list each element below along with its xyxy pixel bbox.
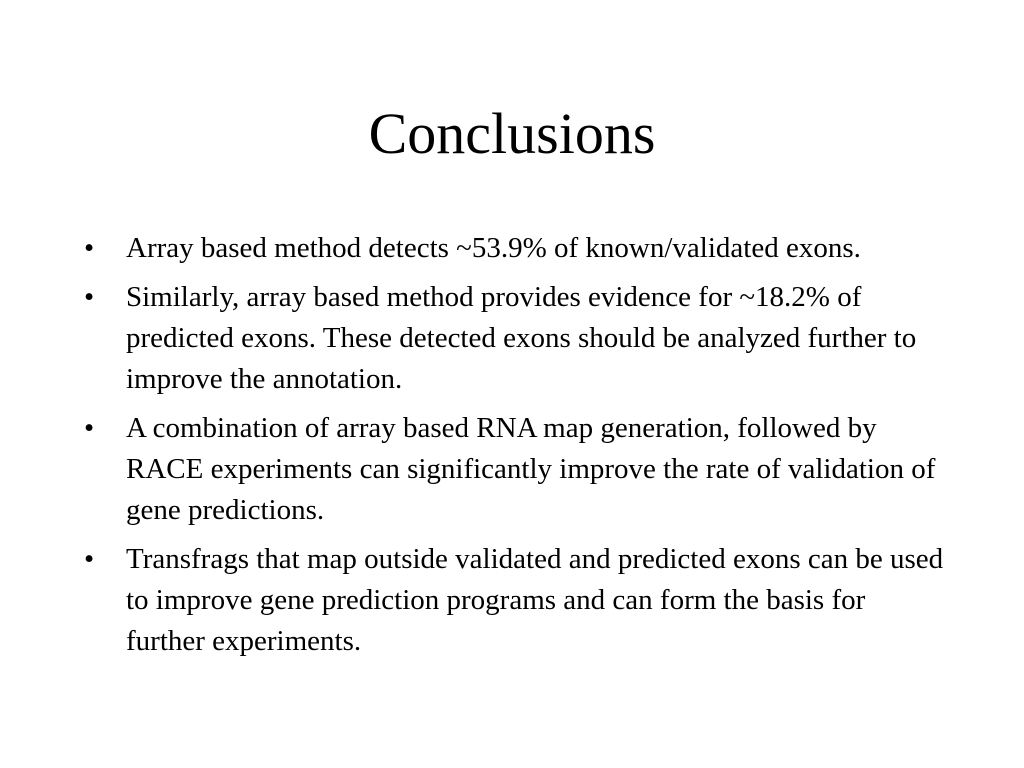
slide-title: Conclusions xyxy=(368,101,656,166)
bullet-text-1: Array based method detects ~53.9% of known/validated exons. xyxy=(126,232,861,264)
bullet-item-4 xyxy=(84,539,944,662)
bullet-list xyxy=(84,228,944,670)
bullet-item-1 xyxy=(84,228,944,269)
bullet-text-2: Similarly, array based method provides evidence for ~18.2% of predicted exons. These detected exons should be analyzed further to improve the annotation. xyxy=(126,281,917,395)
bullet-dot-icon: • xyxy=(84,232,95,264)
bullet-text-4: Transfrags that map outside validated and predicted exons can be used to improve gene prediction programs and can form the basis for further experiments. xyxy=(126,543,944,657)
bullet-dot-icon: • xyxy=(84,412,95,444)
bullet-item-2 xyxy=(84,277,944,400)
bullet-item-3 xyxy=(84,408,944,531)
bullet-dot-icon: • xyxy=(84,543,95,575)
bullet-dot-icon: • xyxy=(84,281,95,313)
bullet-text-3: A combination of array based RNA map generation, followed by RACE experiments can significantly improve the rate of validation of gene predictions. xyxy=(126,412,936,526)
